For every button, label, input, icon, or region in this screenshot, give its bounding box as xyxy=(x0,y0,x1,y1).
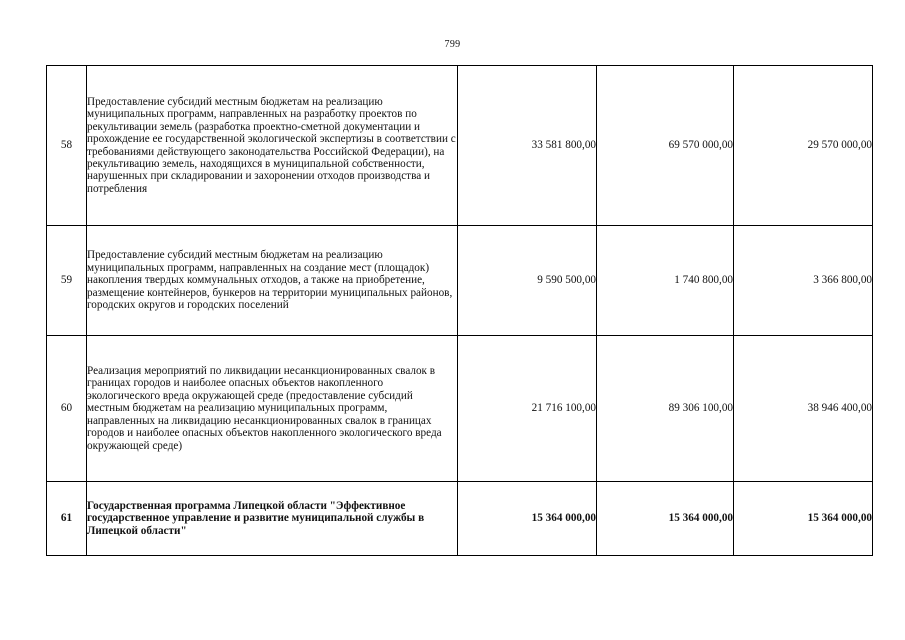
amount-year-2: 1 740 800,00 xyxy=(597,226,734,336)
table-row-program-total xyxy=(47,482,873,556)
table-row xyxy=(47,336,873,482)
table-row xyxy=(47,66,873,226)
amount-year-2: 89 306 100,00 xyxy=(597,336,734,482)
amount-year-1: 9 590 500,00 xyxy=(458,226,597,336)
budget-table xyxy=(46,65,873,556)
page-number: 799 xyxy=(444,39,461,50)
row-description: Государственная программа Липецкой области "Эффективное государственное управление и развитие муниципальной службы в Липецкой области" xyxy=(87,482,458,556)
row-description: Предоставление субсидий местным бюджетам на реализацию муниципальных программ, направленных на создание мест (площадок) накопления твердых коммунальных отходов, а также на приобретение, размещение контейнеров, бункеров на территории муниципальных районов, городских округов и городских поселений xyxy=(87,226,458,336)
amount-year-1: 15 364 000,00 xyxy=(458,482,597,556)
row-number: 60 xyxy=(47,336,87,482)
row-description: Реализация мероприятий по ликвидации несанкционированных свалок в границах городов и наиболее опасных объектов накопленного экологического вреда окружающей среде (предоставление субсидий местным бюджетам на реализацию муниципальных программ, направленных на ликвидацию несанкционированных свалок в границах городов и наиболее опасных объектов накопленного экологического вреда окружающей среде) xyxy=(87,336,458,482)
table-row xyxy=(47,226,873,336)
row-number: 61 xyxy=(47,482,87,556)
amount-year-3: 3 366 800,00 xyxy=(734,226,873,336)
amount-year-2: 69 570 000,00 xyxy=(597,66,734,226)
amount-year-1: 21 716 100,00 xyxy=(458,336,597,482)
amount-year-1: 33 581 800,00 xyxy=(458,66,597,226)
row-description: Предоставление субсидий местным бюджетам на реализацию муниципальных программ, направленных на разработку проектов по рекультивации земель (разработка проектно-сметной документации и прохождение ее государственной экологической экспертизы в соответствии с требованиями действующего законодательства Российской Федерации), на рекультивацию земель, находящихся в муниципальной собственности, нарушенных при складировании и захоронении отходов производства и потребления xyxy=(87,66,458,226)
row-number: 59 xyxy=(47,226,87,336)
row-number: 58 xyxy=(47,66,87,226)
amount-year-3: 15 364 000,00 xyxy=(734,482,873,556)
amount-year-3: 29 570 000,00 xyxy=(734,66,873,226)
amount-year-2: 15 364 000,00 xyxy=(597,482,734,556)
amount-year-3: 38 946 400,00 xyxy=(734,336,873,482)
